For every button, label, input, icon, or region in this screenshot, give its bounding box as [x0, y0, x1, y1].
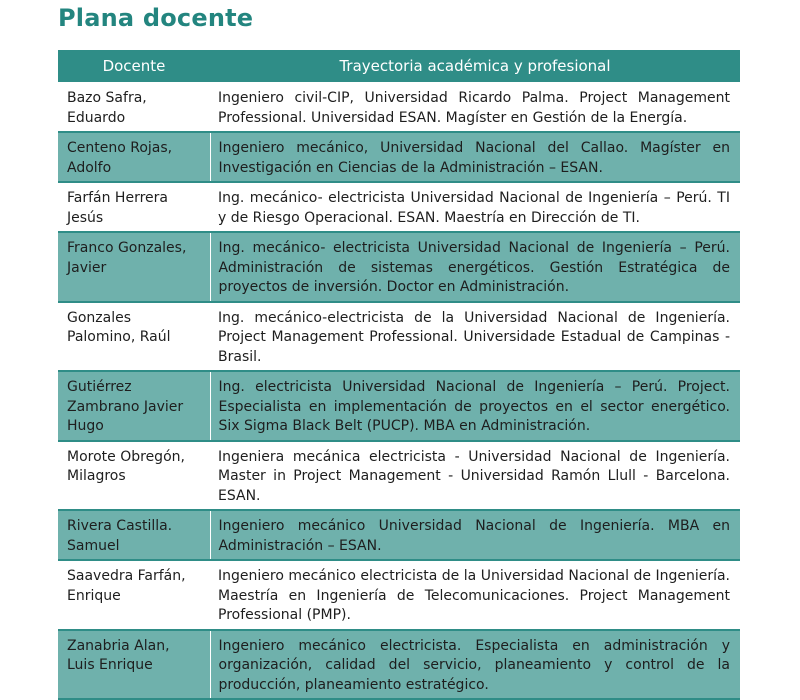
docente-bio: Ingeniera mecánica electricista - Universidad Nacional de Ingeniería. Master in Project Management - Universidad Ramón Llull - Barcelona. ESAN.	[210, 441, 740, 511]
docente-name: Zanabria Alan, Luis Enrique	[58, 630, 210, 700]
docente-name: Gonzales Palomino, Raúl	[58, 302, 210, 372]
docente-name: Bazo Safra, Eduardo	[58, 83, 210, 133]
table-row	[58, 232, 740, 302]
docente-name: Morote Obregón, Milagros	[58, 441, 210, 511]
table-row	[58, 560, 740, 630]
docente-name: Saavedra Farfán, Enrique	[58, 560, 210, 630]
header-row	[58, 50, 740, 83]
docente-name: Rivera Castilla. Samuel	[58, 510, 210, 560]
table-row	[58, 510, 740, 560]
docente-name: Franco Gonzales, Javier	[58, 232, 210, 302]
table-header	[58, 50, 740, 83]
docente-name: Gutiérrez Zambrano Javier Hugo	[58, 371, 210, 441]
table-body	[58, 83, 740, 700]
docente-bio: Ing. mecánico-electricista de la Universidad Nacional de Ingeniería. Project Management Professional. Universidade Estadual de Campinas - Brasil.	[210, 302, 740, 372]
header-trayectoria: Trayectoria académica y profesional	[210, 50, 740, 83]
docente-bio: Ing. electricista Universidad Nacional de Ingeniería – Perú. Project. Especialista en implementación de proyectos en el sector energético. Six Sigma Black Belt (PUCP). MBA en Administración.	[210, 371, 740, 441]
docente-bio: Ingeniero mecánico Universidad Nacional de Ingeniería. MBA en Administración – ESAN.	[210, 510, 740, 560]
faculty-table	[58, 50, 740, 700]
table-row	[58, 132, 740, 182]
docente-bio: Ingeniero mecánico electricista. Especialista en administración y organización, calidad del servicio, planeamiento y control de la producción, planeamiento estratégico.	[210, 630, 740, 700]
table-row	[58, 83, 740, 133]
docente-name: Centeno Rojas, Adolfo	[58, 132, 210, 182]
docente-bio: Ingeniero mecánico electricista de la Universidad Nacional de Ingeniería. Maestría en Ingeniería de Telecomunicaciones. Project Management Professional (PMP).	[210, 560, 740, 630]
docente-bio: Ingeniero civil-CIP, Universidad Ricardo Palma. Project Management Professional. Universidad ESAN. Magíster en Gestión de la Energía.	[210, 83, 740, 133]
table-row	[58, 371, 740, 441]
docente-name: Farfán Herrera Jesús	[58, 182, 210, 232]
docente-bio: Ingeniero mecánico, Universidad Nacional del Callao. Magíster en Investigación en Ciencias de la Administración – ESAN.	[210, 132, 740, 182]
page-title: Plana docente	[58, 4, 254, 32]
table-row	[58, 630, 740, 700]
table-row	[58, 302, 740, 372]
table-row	[58, 441, 740, 511]
docente-bio: Ing. mecánico- electricista Universidad Nacional de Ingeniería – Perú. Administración de sistemas energéticos. Gestión Estratégica de proyectos de inversión. Doctor en Administración.	[210, 232, 740, 302]
docente-bio: Ing. mecánico- electricista Universidad Nacional de Ingeniería – Perú. TI y de Riesgo Operacional. ESAN. Maestría en Dirección de TI.	[210, 182, 740, 232]
table-row	[58, 182, 740, 232]
header-docente: Docente	[58, 50, 210, 83]
